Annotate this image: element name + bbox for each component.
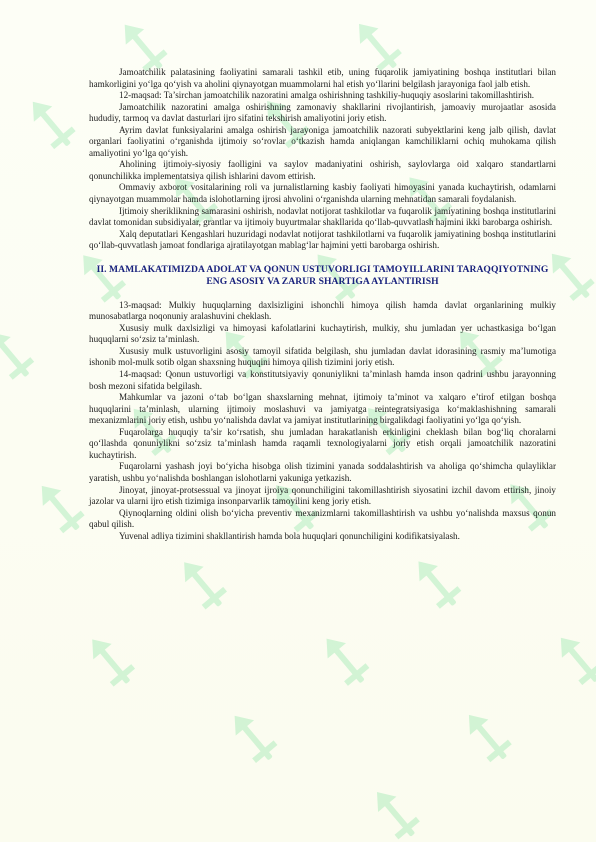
paragraph: Ommaviy axborot vositalarining roli va jurnalistlarning kasbiy faoliyati himoyasini yanada kuchaytirish, odamlarni qiynayotgan muammolar hamda islohotlarning ijrosi ahvolini o‘rganishda ularning mehnatidan samarali foydalanish. xyxy=(89,182,556,205)
goal-14-paragraph: 14-maqsad: Qonun ustuvorligi va konstitutsiyaviy qonuniylikni ta’minlash hamda inson qadrini ushbu jarayonning bosh mezoni sifatida belgilash. xyxy=(89,369,556,391)
paragraph: Jamoatchilik nazoratini amalga oshirishning zamonaviy shakllarini rivojlantirish, jamoaviy murojaatlar asosida hududiy, tarmoq va davlat dasturlari ijro sifatini tekshirish amaliyotini joriy etish. xyxy=(89,101,556,124)
document-body xyxy=(89,67,556,542)
paragraph: Fuqarolarga huquqiy ta’sir ko‘rsatish, shu jumladan harakatlanish erkinligini cheklash bilan bog‘liq choralarni qo‘llashda qonuniylikni so‘zsiz ta’minlash hamda raqamli texnologiyalarni joriy etish orqali jamoatchilik nazoratini kuchaytirish. xyxy=(89,426,556,460)
paragraph: Qiynoqlarning oldini olish bo‘yicha preventiv mexanizmlarni takomillashtirish va ushbu yo‘nalishda maxsus qonun qabul qilish. xyxy=(89,507,556,530)
paragraph: Ijtimoiy sheriklikning samarasini oshirish, nodavlat notijorat tashkilotlar va fuqarolik jamiyatining boshqa institutlarini davlat tomonidan subsidiyalar, grantlar va ijtimoiy buyurtmalar shakllarida qo‘llab-quvvatlash hajmini ikki barobarga oshirish. xyxy=(89,205,556,228)
paragraph: Jinoyat, jinoyat-protsessual va jinoyat ijroiya qonunchiligini takomillashtirish siyosatini izchil davom ettirish, jinoiy jazolar va ularni ijro etish tizimiga insonparvarlik tamoyilini keng joriy etish. xyxy=(89,484,556,507)
goal-12-paragraph: 12-maqsad: Ta’sirchan jamoatchilik nazoratini amalga oshirishning tashkiliy-huquqiy asoslarini takomillashtirish. xyxy=(119,90,535,101)
paragraph: Yuvenal adliya tizimini shakllantirish hamda bola huquqlari qonunchiligini kodifikatsiyalash. xyxy=(119,530,460,541)
paragraph: Xalq deputatlari Kengashlari huzuridagi nodavlat notijorat tashkilotlarni va fuqarolik jamiyatining boshqa institutlarini qo‘llab-quvvatlash jamoat fondlariga ajratilayotgan mablag‘lar hajmini yetti barobarga oshirish. xyxy=(89,228,556,251)
paragraph: Jamoatchilik palatasining faoliyatini samarali tashkil etib, uning fuqarolik jamiyatining boshqa institutlari bilan hamkorligini yo‘lga qo‘yish va aholini qiynayotgan muammolarni hal etish yo‘llarini belgilash jarayoniga faol jalb etish. xyxy=(89,67,556,89)
goal-13-paragraph: 13-maqsad: Mulkiy huquqlarning daxlsizligini ishonchli himoya qilish hamda davlat organlarining mulkiy munosabatlarga noqonuniy aralashuvini cheklash. xyxy=(89,299,556,322)
paragraph: Ayrim davlat funksiyalarini amalga oshirish jarayoniga jamoatchilik nazorati subyektlarini keng jalb qilish, davlat organlari faoliyatini o‘rganishda ijtimoiy so‘rovlar o‘tkazish hamda aniqlangan kamchiliklarni ochiq muhokama qilish amaliyotini yo‘lga qo‘yish. xyxy=(89,124,556,158)
paragraph: Xususiy mulk daxlsizligi va himoyasi kafolatlarini kuchaytirish, mulkiy, shu jumladan yer uchastkasiga bo‘lgan huquqlarni so‘zsiz ta’minlash. xyxy=(89,322,556,345)
section-heading: II. MAMLAKATIMIZDA ADOLAT VA QONUN USTUVORLIGI TAMOYILLARINI TARAQQIYOTNING ENG ASOSIY VA ZARUR SHARTIGA AYLANTIRISH xyxy=(96,263,549,288)
paragraph: Fuqarolarni yashash joyi bo‘yicha hisobga olish tizimini yanada soddalashtirish va aholiga qo‘shimcha qulayliklar yaratish, ushbu yo‘nalishda boshlangan islohotlarni yakuniga yetkazish. xyxy=(89,461,556,483)
paragraph: Mahkumlar va jazoni o‘tab bo‘lgan shaxslarning mehnat, ijtimoiy ta’minot va xalqaro e’tirof etilgan boshqa huquqlarini ta’minlash, ularning ijtimoiy moslashuvi va jamiyatga reintegratsiyasiga ko‘maklashishning samarali mexanizmlarini joriy etish, ushbu yo‘nalishda davlat va jamiyat institutlarining birgalikdagi faoliyatini yo‘lga qo‘yish. xyxy=(89,392,556,426)
paragraph: Xususiy mulk ustuvorligini asosiy tamoyil sifatida belgilash, shu jumladan davlat idorasining rasmiy ma’lumotiga ishonib mol-mulk sotib olgan shaxsning huquqini himoya qilish tizimini joriy etish. xyxy=(89,345,556,368)
paragraph: Aholining ijtimoiy-siyosiy faolligini va saylov madaniyatini oshirish, saylovlarga oid xalqaro standartlarni qonunchilikka implementatsiya qilish ishlarini davom ettirish. xyxy=(89,159,556,181)
